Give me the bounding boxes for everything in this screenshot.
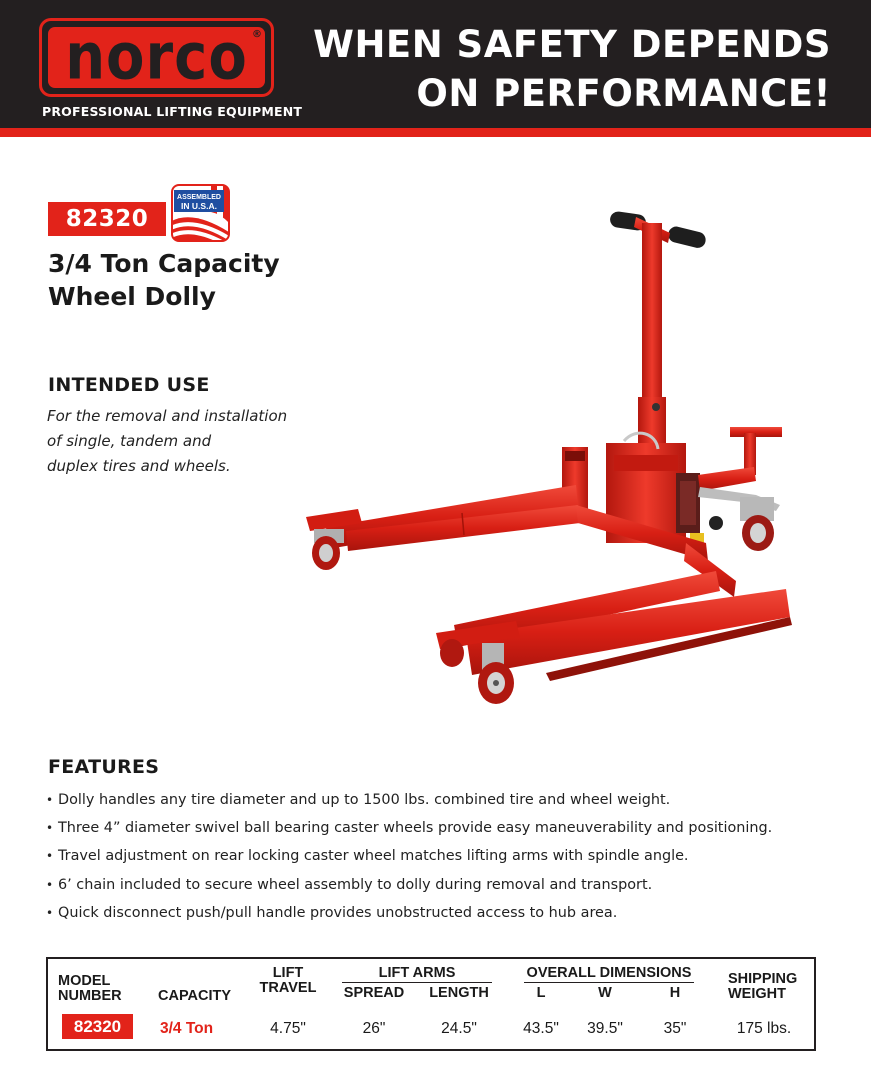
row-lift-travel: 4.75" <box>270 1020 306 1037</box>
logo-wordmark: norco <box>65 19 248 95</box>
header-w: W <box>598 985 612 1001</box>
bullet: • <box>46 905 54 920</box>
features-list <box>46 786 772 927</box>
logo-tagline: PROFESSIONAL LIFTING EQUIPMENT <box>42 104 303 119</box>
row-capacity: 3/4 Ton <box>160 1020 214 1037</box>
row-w: 39.5" <box>587 1020 623 1037</box>
feature-item <box>46 814 772 842</box>
bullet: • <box>46 793 54 807</box>
lift-arms-underline <box>342 982 492 983</box>
header-h: H <box>669 985 681 1001</box>
feature-text: Dolly handles any tire diameter and up to 1500 lbs. combined tire and wheel weight. <box>58 792 671 808</box>
header-shipping-line-2: WEIGHT <box>728 986 786 1002</box>
model-number-tag: 82320 <box>48 202 166 236</box>
badge-line-1: ASSEMBLED <box>177 194 221 201</box>
product-title-line-2: Wheel Dolly <box>48 282 216 311</box>
header-lift-arms: LIFT ARMS <box>378 965 456 981</box>
headline-line-2: ON PERFORMANCE! <box>416 72 831 115</box>
feature-item <box>46 842 772 870</box>
bullet: • <box>46 849 54 864</box>
row-h: 35" <box>663 1020 687 1037</box>
feature-text: 6’ chain included to secure wheel assembly to dolly during removal and transport. <box>58 876 653 893</box>
feature-item <box>46 786 772 814</box>
registered-mark: ® <box>252 29 262 40</box>
assembled-in-usa-badge <box>171 184 230 242</box>
header-lift-travel-line-1: LIFT <box>272 965 304 981</box>
headline <box>301 20 831 118</box>
spec-table <box>46 957 816 1051</box>
product-title-line-1: 3/4 Ton Capacity <box>48 249 280 278</box>
page-header <box>0 0 871 128</box>
header-overall-dimensions: OVERALL DIMENSIONS <box>526 965 692 981</box>
header-lift-travel <box>256 966 320 996</box>
row-spread: 26" <box>362 1020 386 1037</box>
header-length: LENGTH <box>429 985 489 1001</box>
header-model-line-1: MODEL <box>58 973 111 989</box>
header-model-number <box>58 974 122 1004</box>
bullet: • <box>46 821 54 836</box>
row-l: 43.5" <box>523 1020 559 1037</box>
feature-text: Quick disconnect push/pull handle provides unobstructed access to hub area. <box>58 904 618 921</box>
row-model-number: 82320 <box>62 1014 133 1039</box>
header-spread: SPREAD <box>343 985 405 1001</box>
bullet: • <box>46 877 54 892</box>
overall-dimensions-underline <box>524 982 694 983</box>
product-title <box>48 247 280 313</box>
feature-text: Travel adjustment on rear locking caster wheel matches lifting arms with spindle angle. <box>58 848 689 865</box>
intended-use-line-3: duplex tires and wheels. <box>47 457 231 475</box>
intended-use-heading: INTENDED USE <box>48 374 210 396</box>
header-model-line-2: NUMBER <box>58 988 122 1004</box>
intended-use-line-1: For the removal and installation <box>47 407 288 425</box>
headline-line-1: WHEN SAFETY DEPENDS <box>313 23 831 66</box>
feature-text: Three 4” diameter swivel ball bearing caster wheels provide easy maneuverability and positioning. <box>58 820 773 837</box>
intended-use-text <box>47 404 297 479</box>
header-lift-travel-line-2: TRAVEL <box>259 980 317 996</box>
row-length: 24.5" <box>441 1020 477 1037</box>
features-heading: FEATURES <box>48 756 160 778</box>
header-red-rule <box>0 128 871 137</box>
norco-logo <box>39 18 274 97</box>
header-l: L <box>536 985 546 1001</box>
badge-line-2: IN U.S.A. <box>181 201 217 211</box>
wheel-dolly-image <box>286 205 806 715</box>
feature-item <box>46 871 772 899</box>
header-shipping-weight <box>728 972 797 1002</box>
intended-use-line-2: of single, tandem and <box>47 432 212 450</box>
header-capacity: CAPACITY <box>158 988 232 1004</box>
row-shipping-weight: 175 lbs. <box>736 1020 792 1037</box>
header-shipping-line-1: SHIPPING <box>728 971 798 987</box>
feature-item <box>46 899 772 927</box>
